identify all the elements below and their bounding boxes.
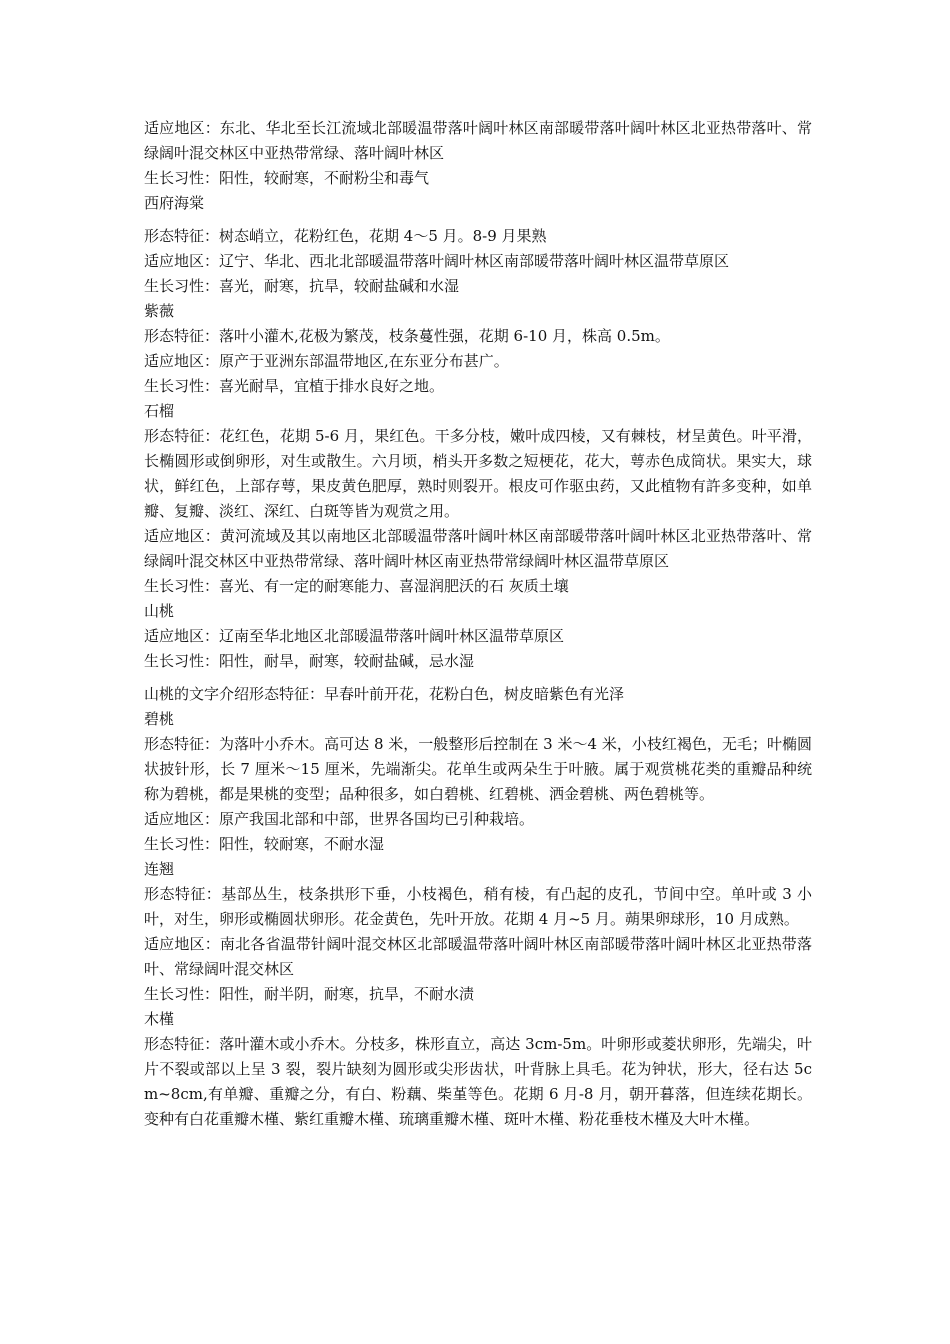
paragraph: 山桃的文字介绍形态特征：早春叶前开花，花粉白色，树皮暗紫色有光泽	[144, 685, 625, 703]
paragraph: 形态特征：花红色，花期 5-6 月，果红色。干多分枝，嫩叶成四棱，又有棘枝，材呈黄色。叶平滑，长椭圆形或倒卵形，对生或散生。六月顷，梢头开多数之短梗花，花大，萼赤色成筒状。果实大，球状，鲜红色，上部存萼，果皮黄色肥厚，熟时则裂开。根皮可作驱虫药，又此植物有許多变种，如单瓣、复瓣、淡红、深红、白斑等皆为观赏之用。	[144, 427, 812, 520]
plant-name-heading: 石榴	[144, 402, 175, 420]
paragraph: 适应地区：东北、华北至长江流域北部暖温带落叶阔叶林区南部暖带落叶阔叶林区北亚热带落叶、常绿阔叶混交林区中亚热带常绿、落叶阔叶林区	[144, 119, 812, 162]
plant-name-heading: 碧桃	[144, 710, 175, 728]
paragraph: 生长习性：喜光耐旱，宜植于排水良好之地。	[144, 377, 445, 395]
paragraph: 生长习性：喜光、有一定的耐寒能力、喜湿润肥沃的石 灰质土壤	[144, 577, 569, 595]
paragraph: 形态特征：树态峭立，花粉红色，花期 4～5 月。8-9 月果熟	[144, 227, 547, 245]
plant-name-heading: 紫薇	[144, 302, 175, 320]
paragraph: 适应地区：辽宁、华北、西北北部暖温带落叶阔叶林区南部暖带落叶阔叶林区温带草原区	[144, 252, 730, 270]
paragraph: 适应地区：原产我国北部和中部，世界各国均已引种栽培。	[144, 810, 535, 828]
paragraph: 适应地区：辽南至华北地区北部暖温带落叶阔叶林区温带草原区	[144, 627, 565, 645]
paragraph: 形态特征：基部丛生，枝条拱形下垂，小枝褐色，稍有棱，有凸起的皮孔，节间中空。单叶或 3 小叶，对生，卵形或椭圆状卵形。花金黄色，先叶开放。花期 4 月~5 月。蒴果卵球形，10 月成熟。	[144, 885, 812, 928]
paragraph: 生长习性：阳性，较耐寒，不耐粉尘和毒气	[144, 169, 430, 187]
plant-name-heading: 木槿	[144, 1010, 175, 1028]
paragraph: 形态特征：落叶小灌木,花极为繁茂，枝条蔓性强，花期 6-10 月，株高 0.5m。	[144, 327, 670, 345]
paragraph: 形态特征：为落叶小乔木。高可达 8 米，一般整形后控制在 3 米～4 米，小枝红褐色，无毛；叶椭圆状披针形，长 7 厘米～15 厘米，先端渐尖。花单生或两朵生于叶腋。属于观赏桃花类的重瓣品种统称为碧桃，都是果桃的变型；品种很多，如白碧桃、红碧桃、洒金碧桃、两色碧桃等。	[144, 735, 812, 803]
paragraph: 生长习性：喜光，耐寒，抗旱，较耐盐碱和水湿	[144, 277, 460, 295]
paragraph: 生长习性：阳性，耐旱，耐寒，较耐盐碱，忌水湿	[144, 652, 475, 670]
paragraph: 适应地区：黄河流域及其以南地区北部暖温带落叶阔叶林区南部暖带落叶阔叶林区北亚热带落叶、常绿阔叶混交林区中亚热带常绿、落叶阔叶林区南亚热带常绿阔叶林区温带草原区	[144, 527, 812, 570]
paragraph: 生长习性：阳性，耐半阴，耐寒，抗旱，不耐水渍	[144, 985, 475, 1003]
paragraph: 生长习性：阳性，较耐寒，不耐水湿	[144, 835, 385, 853]
plant-name-heading: 山桃	[144, 602, 175, 620]
paragraph: 适应地区：南北各省温带针阔叶混交林区北部暖温带落叶阔叶林区南部暖带落叶阔叶林区北亚热带落叶、常绿阔叶混交林区	[144, 935, 812, 978]
paragraph: 适应地区：原产于亚洲东部温带地区,在东亚分布甚广。	[144, 352, 509, 370]
paragraph: 形态特征：落叶灌木或小乔木。分枝多，株形直立，高达 3cm-5m。叶卵形或菱状卵形，先端尖，叶片不裂或部以上呈 3 裂，裂片缺刻为圆形或尖形齿状，叶背脉上具毛。花为钟状，形大，径右达 5cm~8cm,有单瓣、重瓣之分，有白、粉藕、柴堇等色。花期 6 月-8 月，朝开暮落，但连续花期长。变种有白花重瓣木槿、紫红重瓣木槿、琉璃重瓣木槿、斑叶木槿、粉花垂枝木槿及大叶木槿。	[144, 1035, 812, 1128]
plant-name-heading: 连翘	[144, 860, 175, 878]
document-page	[144, 116, 812, 1132]
plant-name-heading: 西府海棠	[144, 194, 205, 212]
